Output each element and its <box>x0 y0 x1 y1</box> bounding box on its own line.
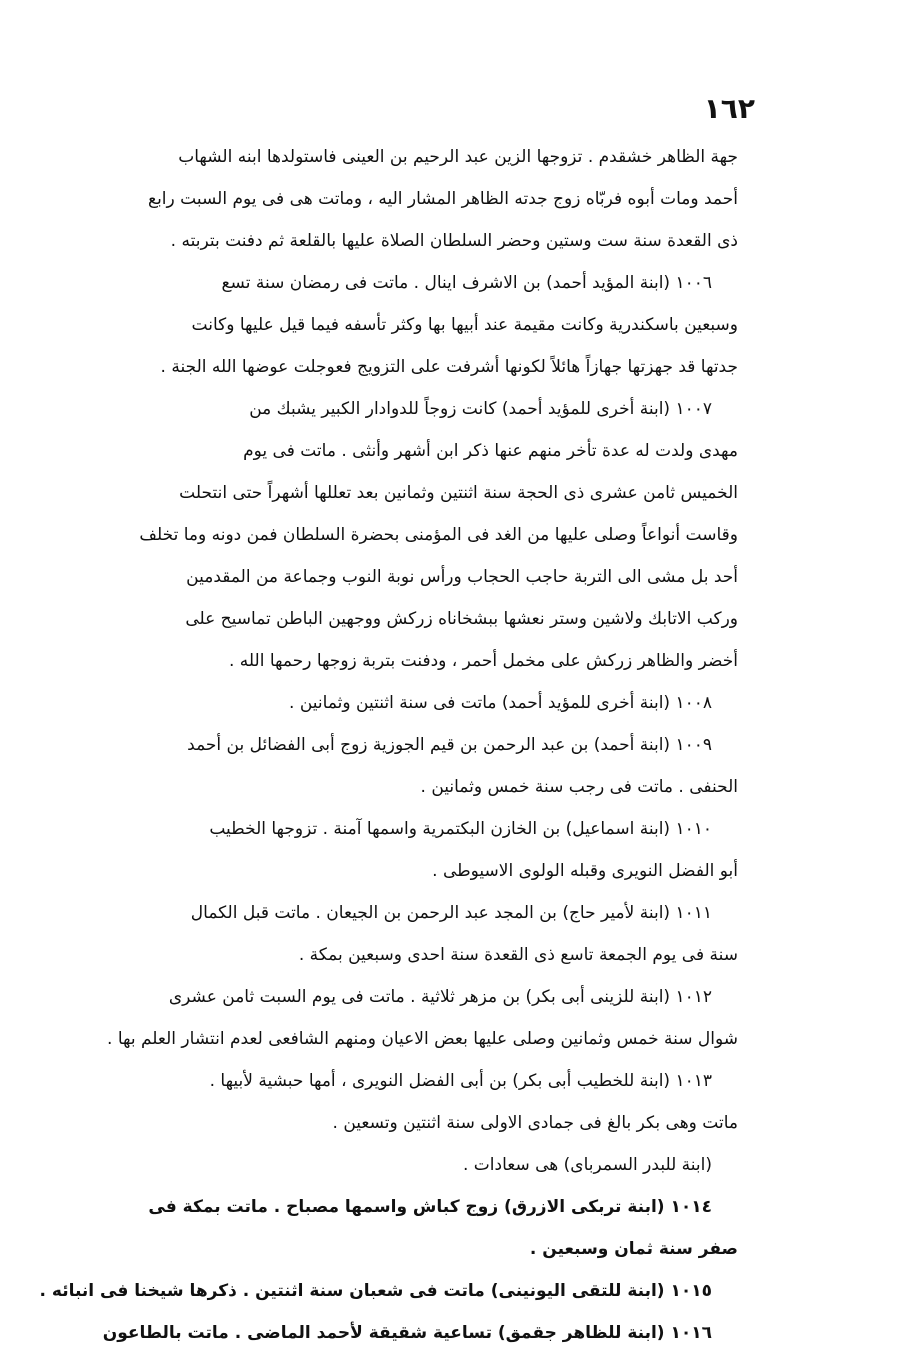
text-line: جهة الظاهر خشقدم . تزوجها الزين عبد الرحيم بن العينى فاستولدها ابنه الشهاب <box>178 147 738 167</box>
entry-line: ١٠١٢ (ابنة للزينى أبى بكر) بن مزهر ثلاثية . ماتت فى يوم السبت ثامن عشرى <box>168 987 712 1007</box>
entry-line: ١٠١١ (ابنة لأمير حاج) بن المجد عبد الرحمن بن الجيعان . ماتت قبل الكمال <box>190 903 712 923</box>
text-line: أحمد ومات أبوه فربّاه زوج جدته الظاهر المشار اليه ، وماتت هى فى يوم السبت رابع <box>148 189 738 209</box>
text-line: وقاست أنواعاً وصلى عليها من الغد فى المؤمنى بحضرة السلطان فمن دونه وما تخلف <box>139 525 738 545</box>
text-line: وسبعين باسكندرية وكانت مقيمة عند أبيها بها وكثر تأسفه فيما قيل عليها وكانت <box>191 315 738 335</box>
text-line: أحد بل مشى الى التربة حاجب الحجاب ورأس نوبة النوب وجماعة من المقدمين <box>186 567 738 587</box>
entry-line: ١٠١٠ (ابنة اسماعيل) بن الخازن البكتمرية واسمها آمنة . تزوجها الخطيب <box>209 819 712 839</box>
text-line: ماتت وهى بكر بالغ فى جمادى الاولى سنة اثنتين وتسعين . <box>332 1113 738 1133</box>
text-line: شوال سنة خمس وثمانين وصلى عليها بعض الاعيان ومنهم الشافعى لعدم انتشار العلم بها . <box>107 1029 738 1049</box>
text-line: الخميس ثامن عشرى ذى الحجة سنة اثنتين وثمانين بعد تعللها أشهراً حتى انتحلت <box>179 483 738 503</box>
text-line: أخضر والظاهر زركش على مخمل أحمر ، ودفنت بتربة زوجها رحمها الله . <box>229 651 738 671</box>
entry-line: ١٠١٤ (ابنة تربكى الازرق) زوج كباش واسمها مصباح . ماتت بمكة فى <box>148 1197 712 1217</box>
entry-line: ١٠٠٨ (ابنة أخرى للمؤيد أحمد) ماتت فى سنة اثنتين وثمانين . <box>289 693 712 713</box>
text-line: ذى القعدة سنة ست وستين وحضر السلطان الصلاة عليها بالقلعة ثم دفنت بتربته . <box>170 231 738 251</box>
text-line: صفر سنة ثمان وسبعين . <box>529 1239 738 1259</box>
text-line: وركب الاتابك ولاشين وستر نعشها ببشخاناه زركش ووجهين الباطن تماسيح على <box>185 609 738 629</box>
text-line: جدتها قد جهزتها جهازاً هائلاً لكونها أشرفت على التزويج فعوجلت عوضها الله الجنة . <box>160 357 738 377</box>
text-line: سنة فى يوم الجمعة تاسع ذى القعدة سنة احدى وسبعين بمكة . <box>298 945 738 965</box>
entry-line: ١٠٠٦ (ابنة المؤيد أحمد) بن الاشرف اينال . ماتت فى رمضان سنة تسع <box>221 273 712 293</box>
entry-line: ١٠٠٩ (ابنة أحمد) بن عبد الرحمن بن قيم الجوزية زوج أبى الفضائل بن أحمد <box>187 735 712 755</box>
text-line: مهدى ولدت له عدة تأخر منهم عنها ذكر ابن أشهر وأنثى . ماتت فى يوم <box>243 441 738 461</box>
entry-line: (ابنة للبدر السمرباى) هى سعادات . <box>462 1155 712 1175</box>
entry-line: ١٠٠٧ (ابنة أخرى للمؤيد أحمد) كانت زوجاً للدوادار الكبير يشبك من <box>249 399 712 419</box>
text-line: أبو الفضل النويرى وقبله الولوى الاسيوطى . <box>432 861 738 881</box>
page-number: ١٦٢ <box>703 92 755 125</box>
entry-line: ١٠١٦ (ابنة للظاهر جقمق) تساعية شقيقة لأحمد الماضى . ماتت بالطاعون <box>102 1323 712 1343</box>
text-line: الحنفى . ماتت فى رجب سنة خمس وثمانين . <box>420 777 738 797</box>
text-body <box>39 136 738 1354</box>
entry-line: ١٠١٣ (ابنة للخطيب أبى بكر) بن أبى الفضل النويرى ، أمها حبشية لأبيها . <box>209 1071 712 1091</box>
entry-line: ١٠١٥ (ابنة للتقى اليونينى) ماتت فى شعبان سنة اثنتين . ذكرها شيخنا فى انبائه . <box>39 1281 712 1301</box>
